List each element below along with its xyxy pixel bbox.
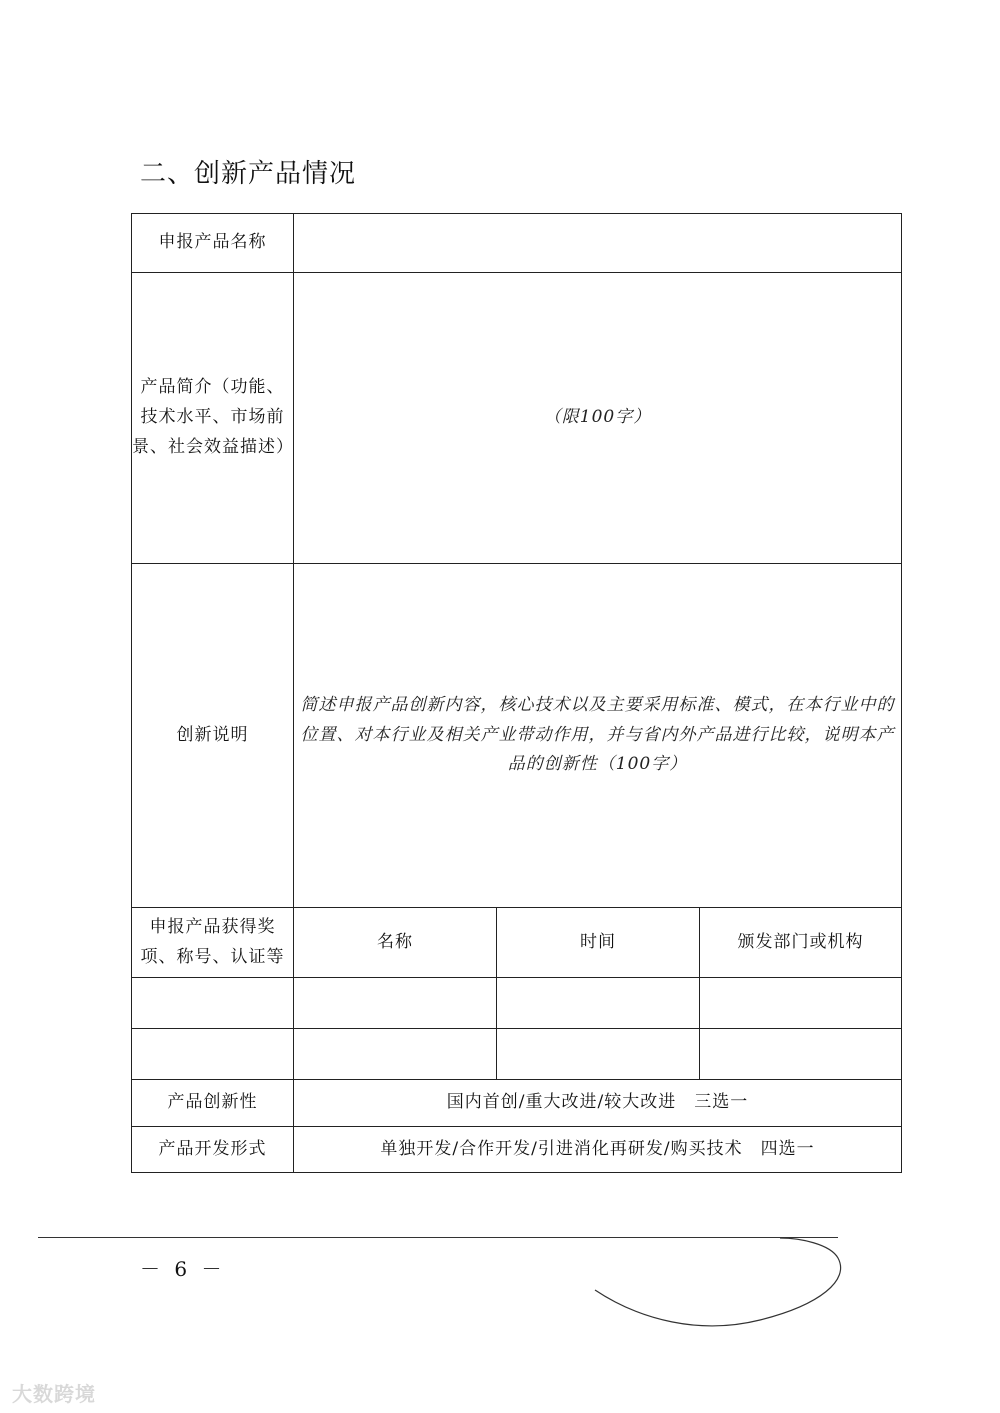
label-product-name: 申报产品名称 [132, 214, 294, 273]
label-line: 产品简介（功能、 [140, 377, 285, 398]
label-line: 技术水平、市场前 [140, 407, 285, 428]
page-number: － 6 － [140, 1257, 226, 1281]
label-line: 申报产品获得奖 [149, 916, 276, 937]
label-innovativeness: 产品创新性 [132, 1080, 294, 1127]
field-innovativeness[interactable]: 国内首创/重大改进/较大改进 三选一 [294, 1080, 902, 1127]
watermark: 大数跨境 [12, 1382, 96, 1406]
section-title: 二、创新产品情况 [140, 159, 357, 189]
label-line: 项、称号、认证等 [140, 946, 285, 967]
label-innovation-desc: 创新说明 [132, 564, 294, 908]
header-award-time: 时间 [497, 908, 700, 978]
label-line: 景、社会效益描述） [132, 436, 294, 457]
hint-line: 位置、对本行业及相关产业带动作用，并与省内外产品进行比较，说明本产 [300, 724, 895, 745]
field-dev-form[interactable]: 单独开发/合作开发/引进消化再研发/购买技术 四选一 [294, 1127, 902, 1173]
header-award-name: 名称 [294, 908, 497, 978]
hint-line: 品的创新性（100字） [507, 754, 688, 775]
hint-line: 简述申报产品创新内容，核心技术以及主要采用标准、模式，在本行业中的 [300, 694, 895, 715]
label-dev-form: 产品开发形式 [132, 1127, 294, 1173]
hint-word-limit: （限100字） [543, 407, 652, 428]
header-award-issuer: 颁发部门或机构 [700, 908, 902, 978]
